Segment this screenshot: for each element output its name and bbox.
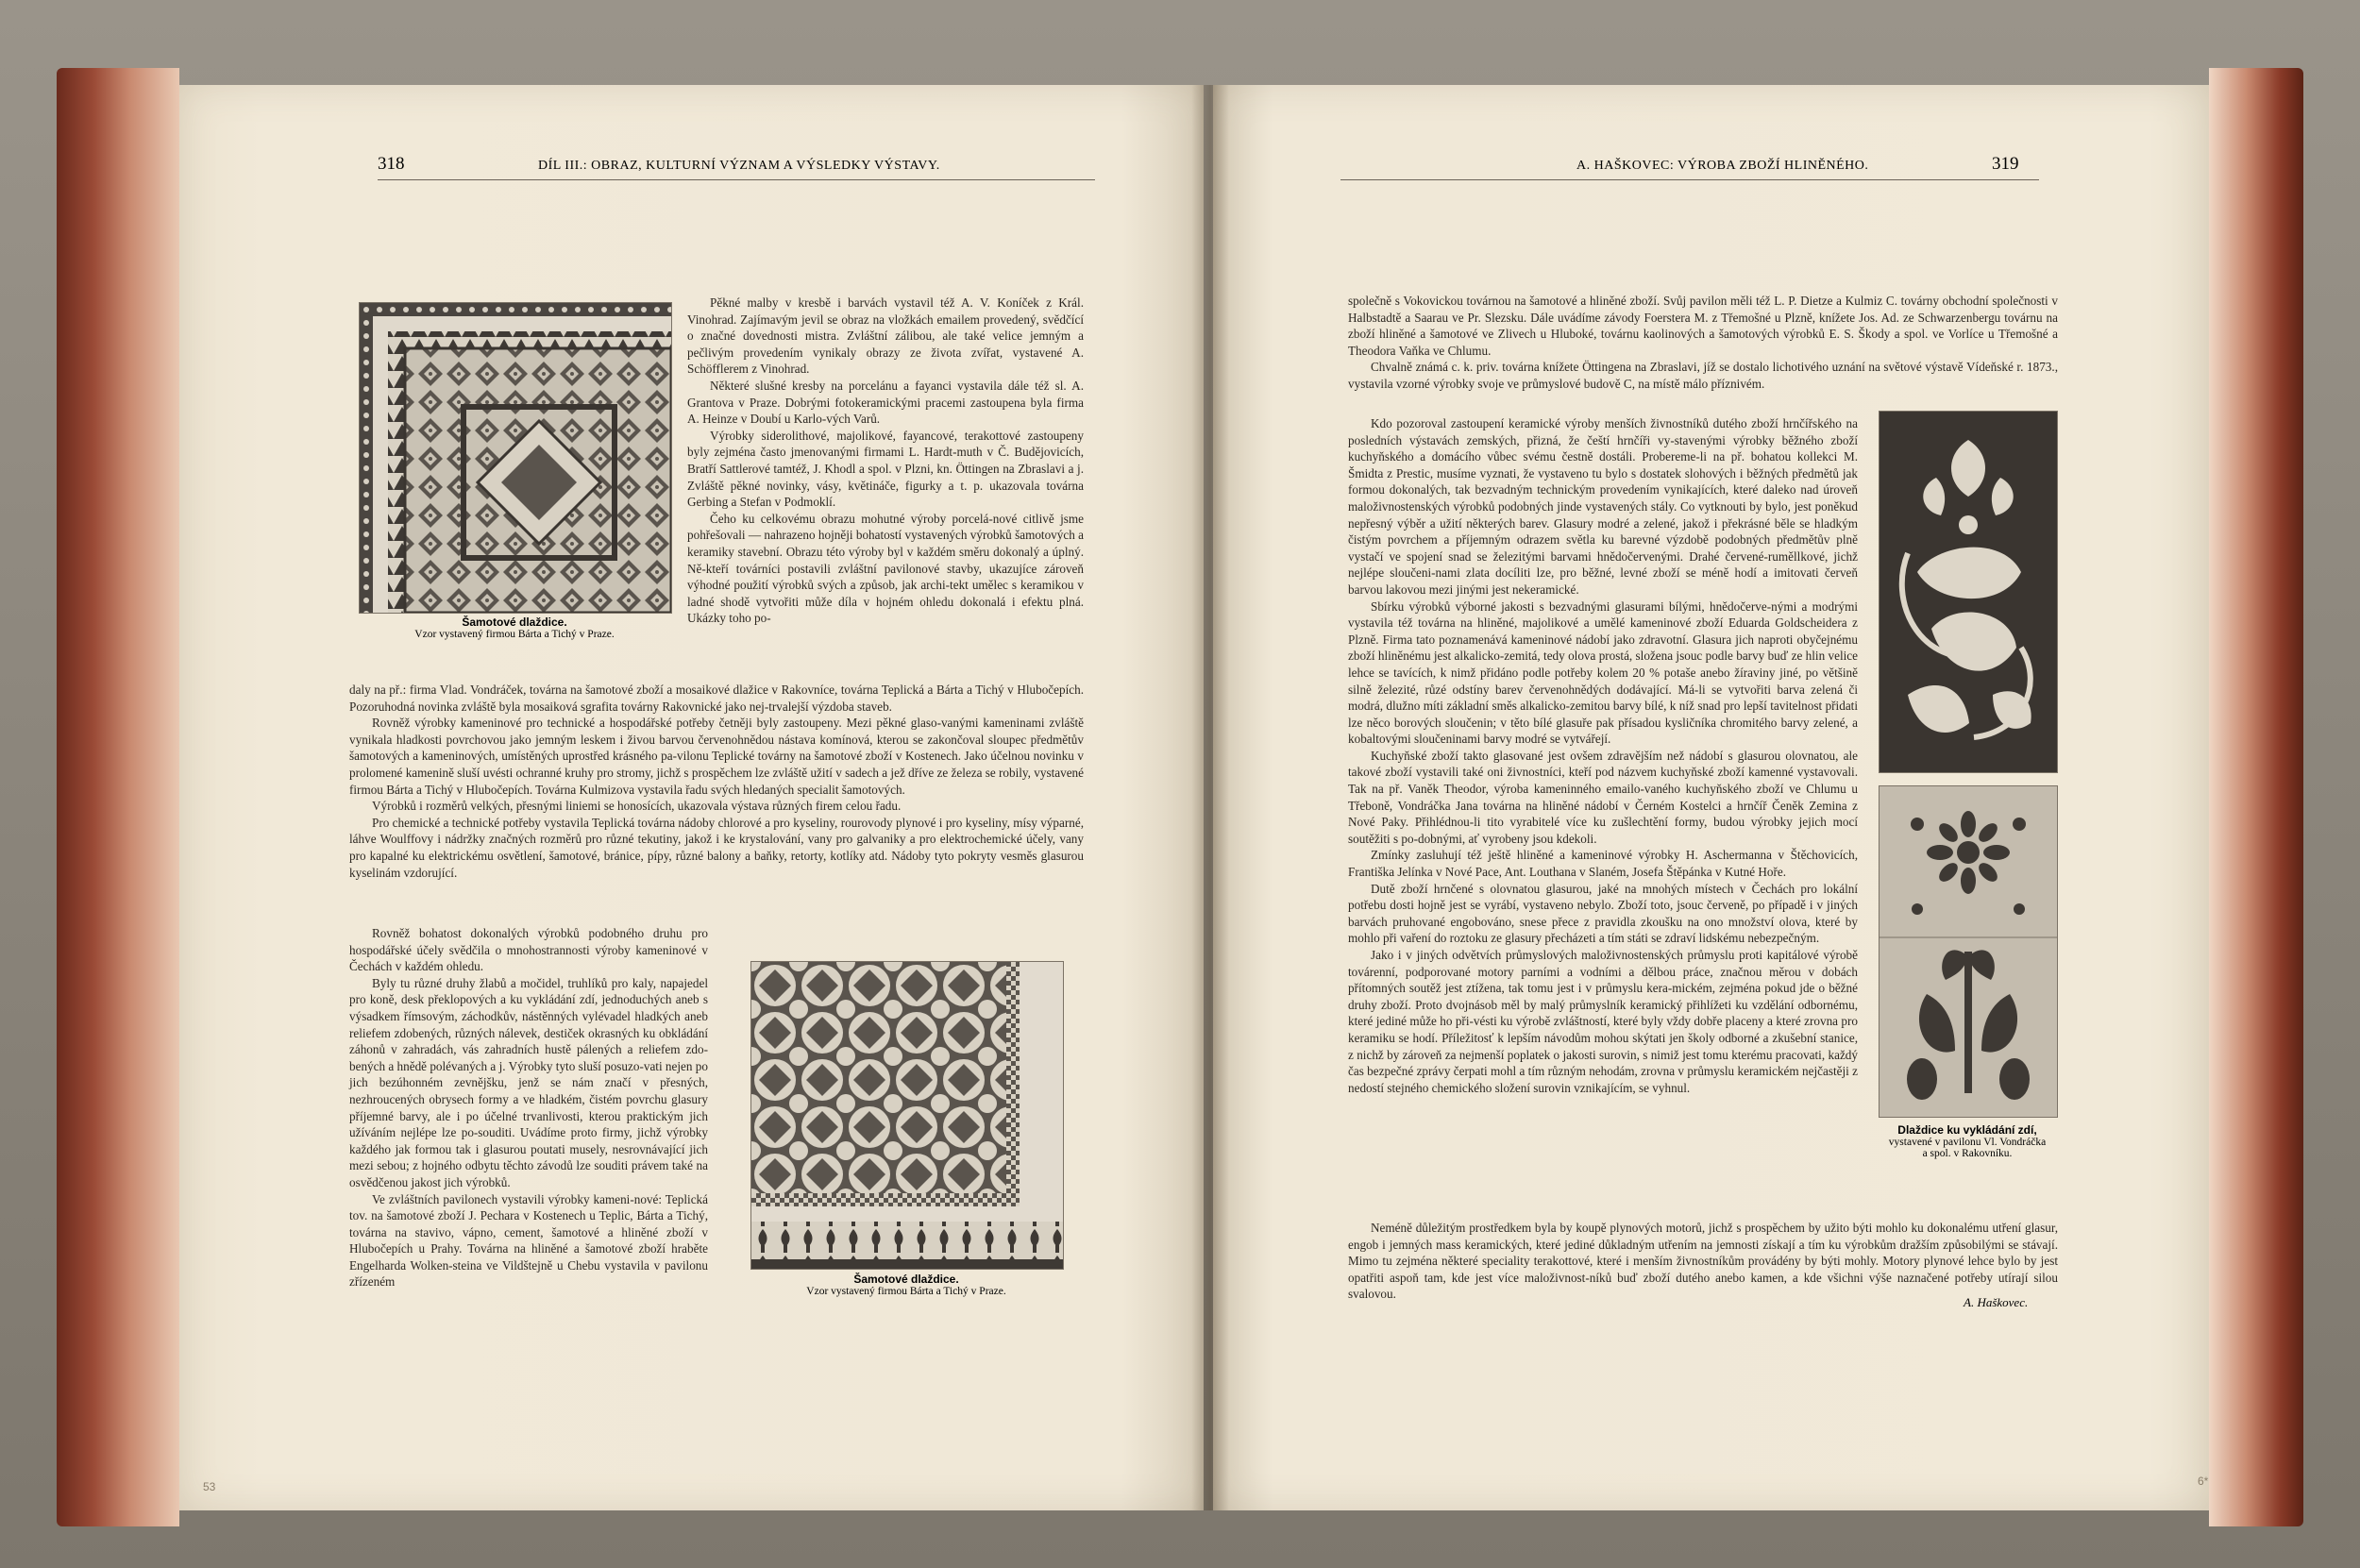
- figure-3-title: Dlaždice ku vykládání zdí,: [1897, 1123, 2037, 1137]
- figure-2-title: Šamotové dlaždice.: [853, 1273, 959, 1286]
- paragraph: Rovněž bohatost dokonalých výrobků podobného druhu pro hospodářské účely svědčila o mnohostrannosti výroby kameninové v Čechách v každém ohledu.: [349, 926, 708, 974]
- left-full-width-text: [349, 682, 1084, 881]
- paragraph: Výrobků i rozměrů velkých, přesnými liniemi se honosících, ukazovala výstava různých firem celou řadu.: [372, 799, 902, 814]
- figure-1-caption: [359, 615, 670, 640]
- paragraph: Pěkné malby v kresbě i barvách vystavil též A. V. Koníček z Král. Vinohrad. Zajímavým jevil se obraz na vložkách emailem provedený, svědčící o značné dovednosti mistra. Zvláštní zálibou, ale také velice jemným a pečlivým provedením vynikaly obrazy ze života zvířat, vystavené A. Schöfflerem z Vinohrad.: [687, 295, 1084, 377]
- left-right-column: [687, 295, 1084, 627]
- book-spine: [1191, 85, 1229, 1510]
- paragraph: Zmínky zasluhují též ještě hliněné a kameninové výrobky H. Aschermanna v Štěchovicích, Františka Jelínka v Nové Pace, Ant. Louthana v Slaném, Josefa Štěpánka v Kutné Hoře.: [1348, 848, 1858, 880]
- right-page-number: 319: [1992, 154, 2019, 174]
- left-running-head: DÍL III.: OBRAZ, KULTURNÍ VÝZNAM A VÝSLEDKY VÝSTAVY.: [538, 159, 940, 173]
- paragraph: Ve zvláštních pavilonech vystavili výrobky kameni-nové: Teplická tov. na šamotové zboží J. Pechara v Kostenech u Teplic, Bárta a Tichý, továrna na stavivo, vápno, cement, šamotové a hliněné zboží v Hlubočepích u Prahy. Továrna na hliněné a šamotové zboží hraběte Engelharda Wolken-steina ve Vildštejně u Chebu vystavila v pavilonu zřízeném: [349, 1191, 708, 1290]
- paragraph: Chvalně známá c. k. priv. továrna knížete Öttingena na Zbraslavi, jíž se dostalo lichotivého uznání na světové výstavě Vídeňské r. 1873., vystavila vzorné výrobky svoje ve průmyslové budově C, na místě málo příznivém.: [1348, 360, 2058, 391]
- right-bottom-text: [1348, 1220, 2058, 1303]
- tile-pattern-figure-1: [359, 302, 672, 614]
- book-cover-right-edge: [2209, 68, 2303, 1526]
- author-signature: A. Haškovec.: [1964, 1295, 2029, 1309]
- paragraph: Některé slušné kresby na porcelánu a fayanci vystavila dále též sl. A. Grantova v Praze. Dobrými fotokeramickými pracemi zastoupena byla firma A. Heinze v Doubí u Karlo-vých Varů.: [687, 378, 1084, 427]
- paragraph: Dutě zboží hrnčené s olovnatou glasurou, jaké na mnohých místech v Čechách pro lokální potřebu dosti hojně jest se vyrábí, vystaveno nebylo. Zboží toto, jsouc červeně, po případě i v jiných barvách pruhované engobováno, snese přece z pravidla zkoušku na ono množství olova, které by mohlo při vaření do roztoku ze glasury přecházeti a tím státi se zdraví lidskému nebezpečným.: [1348, 881, 1858, 946]
- figure-3-subtitle-2: a spol. v Rakovníku.: [1922, 1148, 2013, 1159]
- book-cover-left-edge: [57, 68, 179, 1526]
- paragraph: Jako i v jiných odvětvích průmyslových maloživnostenských průmyslu proti kapitálové výrobě továrenní, podporované motory parními a vodními a dělbou práce, značnou měrou v dobách přítomných soutěž jest ztížena, tak tomu jest i v průmyslu kera-mickém, zejména pokud jde o běžné druhy zboží. Proto dvojnásob měl by malý průmyslník keramický přihlížeti ku vzdělání odbornému, které jediné může ho při-vésti ku výrobě zvláštností, které byly vždy dobře placeny a které zrovna pro keramiku se hodí. Příležitosť k lepším návodům mohou skýtati jen školy odborné a zkušební stanice, z nichž by zároveň za nejmenší poplatek o jakosti surovin, s nimiž jest tomu kterému pracovati, každý čas bezpečné zprávy čerpati mohl a tím různým nehodám, zrovna v průmyslu keramickém nejčastěji z nedostí stejného chemického složení surovin vznikajícím, se vyhnul.: [1348, 948, 1858, 1095]
- wall-tile-figure-top: [1879, 411, 2058, 773]
- pencil-note-left: 53: [203, 1480, 216, 1493]
- figure-1-subtitle: Vzor vystavený firmou Bárta a Tichý v Praze.: [414, 629, 615, 640]
- figure-1-title: Šamotové dlaždice.: [462, 615, 567, 629]
- figure-2-subtitle: Vzor vystavený firmou Bárta a Tichý v Praze.: [806, 1286, 1006, 1297]
- paragraph: daly na př.: firma Vlad. Vondráček, továrna na šamotové zboží a mosaikové dlažice v Rakovníce, továrna Teplická a Bárta a Tichý v Hlubočepích. Pozoruhodná novinka zvláště byla mosaiková sgrafita továrny Rakovnické jako nej-trvalejší výzdoba staveb.: [349, 683, 1084, 714]
- figure-3-subtitle-1: vystavené v pavilonu Vl. Vondráčka: [1888, 1137, 2047, 1148]
- figure-3-caption: [1874, 1123, 2061, 1159]
- figure-2-caption: [750, 1273, 1062, 1297]
- tile-pattern-figure-2: [750, 961, 1064, 1270]
- wall-tile-figure-bottom: [1879, 785, 2058, 1118]
- paragraph: Neméně důležitým prostředkem byla by koupě plynových motorů, jichž s prospěchem by užito býti mohlo ku dokonalému utření glasur, engob i jemných mass keramických, které jediné důkladným utřením na jemnosti získají a tím ku výrobkům dražším způsobilými se stávají. Mimo tu zejména některé speciality terakottové, které i menším živnostníkům provádény by býti mohly. Motory plynové lehce bylo by jest opatřiti aspoň tam, kde jest více maloživnost-níků buď zboží dutého anebo kamen, a kde všichni výše naznačené potřeby utírají silou svalovou.: [1348, 1221, 2058, 1302]
- paragraph: společně s Vokovickou továrnou na šamotové a hliněné zboží. Svůj pavilon měli též L. P. Dietze a Kulmiz C. továrny obchodní společnosti v Halbstadtě a Saarau ve Pr. Slezsku. Dále uvádíme závody Foerstera M. z Třemošné u Plzně, knížete Jos. Ad. ze Schwarzenbergu továrnu na zboží hliněné a šamotové ve Zlivech u Hluboké, továrnu kaolinových a šamotových výrobků E. S. Škody a spol. ve Vorlíce u Třemošné a Theodora Vaňka ve Chlumu.: [1348, 294, 2058, 358]
- paragraph: Čeho ku celkovému obrazu mohutné výroby porcelá-nové citlivě jsme pohřešovali — nahrazeno hojněji bohatostí vystavených výrobků šamotových a keramiky stavební. Obrazu této výroby byl v každém směru dokonalý a úplný. Ně-kteří továrníci postavili zvláštní pavilonové stavby, ukazujíce zároveň výhodné použití výrobků svých a způsob, jak archi-tekt umělec s keramikou v ladné shodě vytvořiti může díla v hojném ohledu dokonalá i efektu plná. Ukázky toho po-: [687, 511, 1084, 626]
- right-main-column: [1348, 415, 1858, 1096]
- left-lower-column: [349, 925, 708, 1290]
- pencil-note-right: 6*: [2198, 1475, 2209, 1488]
- paragraph: Sbírku výrobků výborné jakosti s bezvadnými glasurami bílými, hnědočerve-nými a modrými vystavila též továrna na hliněné, majolikové a umělé kameninové zboží Eduarda Goldscheidera z Plzně. Firma tato poznamenává kameninové nádobí jako zdravotní. Glasura jich naproti obyčejnému zboží hliněnému jest alkalicko-zemitá, tedy olova prostá, složena jsouc podle barvy buď ze hlin velice lehce se tavících, k nimž přidáno podle potřeby kolem 20 % potaše anebo žíraviny jiné, po většině silně železité, růzé odstíny barev červenohnědých dodávající. Má-li se vytvořiti barva zelená či modrá, dlužno míti základní směs alkalicko-zemitou barvy bílé, k níž snad pro lepší tavitelnost přidati lze něco borových sloučenin; v těto bílé glasuře pak přísadou kysličníka chromitého barvy zelené, a kobaltovými sloučeninami barvy modré se vytvářejí.: [1348, 599, 1858, 747]
- right-header-rule: [1340, 179, 2039, 180]
- paragraph: Kuchyňské zboží takto glasované jest ovšem zdravějším než nádobí s glasurou olovnatou, ale takové zboží vystavili také oni živnostníci, kteří pod názvem kuchyňské zboží kamenné vystavovali. Tak na př. Vaněk Theodor, výroba kameninného emailo-vaného kuchyňského zboží ve Chlumu u Třeboně, Vondráčka Jana továrna na hliněné nádobí v Černém Kostelci a hrnčíř Čeněk Zemina z Nové Paky. Přihlédnou-li tito vyrabitelé více ku zušlechtění formy, budou výrobky jejich mocí soutěžiti s po-dobnými, ať vyrobeny jsou kdekoli.: [1348, 748, 1858, 846]
- right-running-head: A. HAŠKOVEC: VÝROBA ZBOŽÍ HLINĚNÉHO.: [1576, 159, 1869, 173]
- left-page-number: 318: [378, 154, 405, 174]
- paragraph: Byly tu různé druhy žlabů a močidel, truhlíků pro kaly, napajedel pro koně, desk překlopových a ku vykládání zdí, jednoduchých aneb s výsadkem římsovým, záchodkův, nástěnných vylévadel hladkých aneb reliefem zdobených, různých nálevek, destiček okrasných ku obkládání záhonů v zahradách, vás zahradních hustě pálených a reliefem zdo-bených a hnědě polévaných a j. Výrobky tyto sluší posuzo-vati nejen po jich bezúhonném zevnějšku, jenž se nám značí v přesných, nezhroucených obrysech formy a ve hladkém, čistém povrchu glasury příjemné barvy, ale i po účelné trvanlivosti, kterou praktickým jich užíváním nejlépe lze po-souditi. Uvádíme proto firmy, jichž výrobky každého jak formou tak i glasurou poutati musely, nesrovnávající jich mezi sebou; z hojného odbytu těchto závodů lze souditi právem také na osvědčenou jakost jich výrobků.: [349, 975, 708, 1189]
- left-header-rule: [378, 179, 1095, 180]
- right-top-text: [1348, 293, 2058, 393]
- paragraph: Rovněž výrobky kameninové pro technické a hospodářské potřeby četněji byly zastoupeny. Mezi pěkné glaso-vanými kameninami zvláště vynikala hladkosti povrchovou jako jemným leskem i živou barvou červenohnědou nástava komínová, kterou se zakončoval sloupec předmětův šamotových a kameninových, umístěných uprostřed krásného pa-vilonu Teplické továrny na šamotové zboží v Kostenech. Jako účelnou novinku v prolomené kamenině sluší uvésti ochranné kruhy pro stromy, jichž s prospěchem lze zvláště užití v sadech a jež dříve ze železa se robily, vystavené firmou Bárta a Tichý v Hlubočepích. Továrna Kulmizova vystavila řadu svých hledaných specialit šamotových.: [349, 716, 1084, 797]
- paragraph: Kdo pozoroval zastoupení keramické výroby menších živnostníků dutého zboží hrnčířského na posledních výstavách zemských, přizná, že čeští hrnčíři vy-stavenými výrobky běžného zboží kuchyňského a domácího vůbec svému čestně dostáli. Probereme-li na př. bohatou kollekci M. Šmidta z Prestic, musíme vyznati, že vystaveno tu bylo s dostatek slohových i běžných předmětů jak formou dokonalých, tak bezvadným technickým provedením vynikajících, které daleko nad úroveň maloživnostenských výrobků podobných jinde vystavených stály. Co vytknouti by bylo, jest poněkud nepřesný výběr a užití některých barev. Glasury modré a zelené, jakož i překrásné běle se hladkým čistým povrchem a příjemným odrazem světla ku barevné výzdobě podobných předmětův plně vystačí ve spojení snad se železitými barvami hnědočervenými. Drahé červené-ruměllkové, jichž nejlépe sloučeni-nami zlata docíliti lze, pro běžné, levné zboží se méně hodí a imitovati červeň barvou lakovou mezi jinými jest nekeramické.: [1348, 416, 1858, 597]
- paragraph: Výrobky siderolithové, majolikové, fayancové, terakottové zastoupeny byly zejména často jmenovanými firmami L. Hardt-muth v Č. Budějovicích, Bratří Sattlerové tamtéž, J. Khodl a spol. v Plzni, kn. Öttingen na Zbraslavi a j. Zvláště pěkné novinky, vásy, květináče, figurky a t. p. ukazovala továrna Gerbing a Stefan v Podmoklí.: [687, 428, 1084, 510]
- paragraph: Pro chemické a technické potřeby vystavila Teplická továrna nádoby chlorové a pro kyseliny, rourovody plynové i pro kyseliny, mísy výparné, láhve Woulffovy i nádržky značných rozměrů pro různé tekutiny, jakož i ke krystalování, vany pro galvaniky a pro elektrochemické účely, vany pro kapalné ku elektrickému osvětlení, šamotové, bránice, pípy, různé balony a baňky, retorty, kotlíky atd. Nádoby tyto pokryty vesměs glasurou kyselinám vzdorující.: [349, 815, 1084, 880]
